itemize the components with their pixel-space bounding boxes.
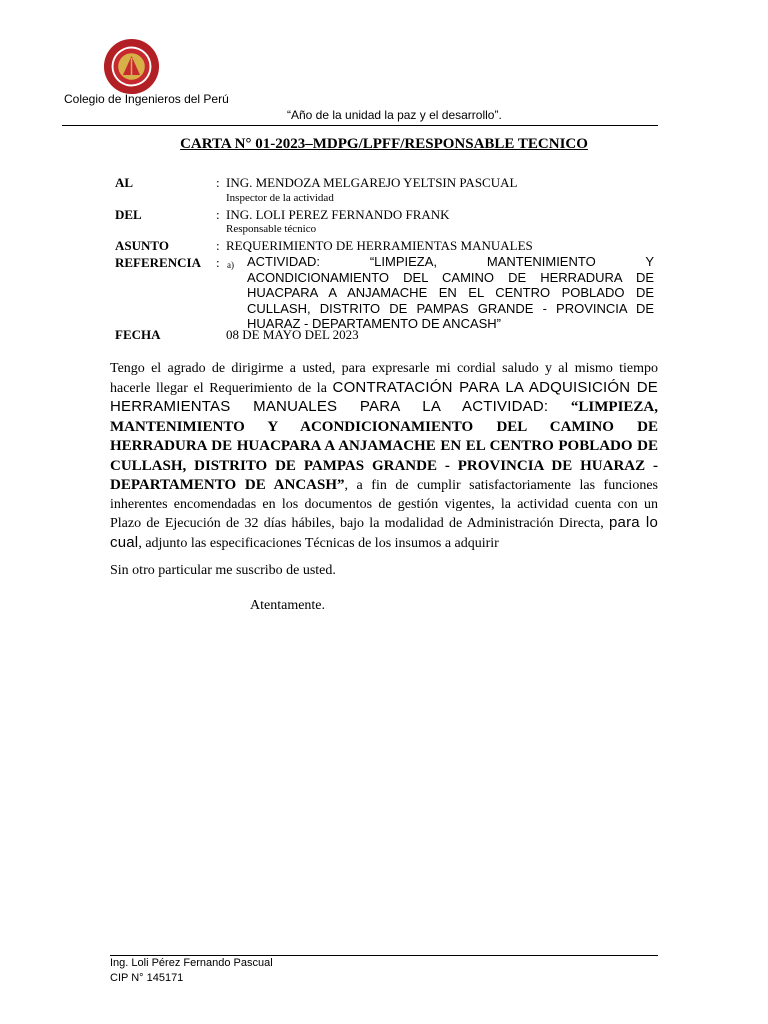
- fecha-label: FECHA: [115, 327, 161, 342]
- asunto-label: ASUNTO: [115, 238, 169, 253]
- body-activity-name: “LIMPIEZA, MANTENIMIENTO Y ACONDICIONAMIENTO DEL CAMINO DE HERRADURA DE HUACPARA A ANJAMACHE EN EL CENTRO POBLADO DE CULLASH, DISTRITO DE PAMPAS GRANDE - PROVINCIA DE HUARAZ - DEPARTAMENTO DE ANCASH”: [110, 399, 658, 493]
- letter-body: [110, 360, 658, 553]
- asunto-colon: :: [216, 238, 220, 253]
- referencia-colon: :: [216, 255, 220, 270]
- referencia-value: ACTIVIDAD: “LIMPIEZA, MANTENIMIENTO Y ACONDICIONAMIENTO DEL CAMINO DE HERRADURA DE HUACPARA A ANJAMACHE EN EL CENTRO POBLADO DE CULLASH, DISTRITO DE PAMPAS GRANDE - PROVINCIA DE HUARAZ - DEPARTAMENTO DE ANCASH”: [247, 254, 654, 331]
- del-label: DEL: [115, 207, 142, 222]
- del-role: Responsable técnico: [226, 223, 317, 235]
- signature-line: [110, 955, 658, 956]
- al-colon: :: [216, 175, 220, 190]
- al-role: Inspector de la actividad: [226, 192, 334, 204]
- body-para-lo-cual: para lo cual: [110, 514, 658, 551]
- institution-name: Colegio de Ingenieros del Perú: [64, 92, 229, 106]
- cip-logo: [103, 38, 160, 95]
- body-attachment: , adjunto las especificaciones Técnicas de los insumos a adquirir: [138, 535, 499, 551]
- al-value: ING. MENDOZA MELGAREJO YELTSIN PASCUAL: [226, 175, 518, 190]
- al-label: AL: [115, 175, 134, 190]
- body-contract-phrase: CONTRATACIÓN PARA LA ADQUISICIÓN DE HERRAMIENTAS MANUALES PARA LA ACTIVIDAD:: [110, 378, 658, 415]
- body-intro: Tengo el agrado de dirigirme a usted, para expresarle mi cordial saludo y al mismo tiempo hacerle llegar el Requerimiento de la: [110, 361, 658, 396]
- signer-cip: CIP N° 145171: [110, 972, 184, 984]
- year-motto: “Año de la unidad la paz y el desarrollo”.: [287, 108, 502, 122]
- del-colon: :: [216, 207, 220, 222]
- closing-line: Sin otro particular me suscribo de usted.: [110, 563, 336, 578]
- referencia-label: REFERENCIA: [115, 255, 201, 270]
- regards-line: Atentamente.: [250, 598, 326, 613]
- body-details: , a fin de cumplir satisfactoriamente las funciones inherentes encomendadas en los documentos de gestión vigentes, la actividad cuenta con un Plazo de Ejecución de 32 días hábiles, bajo la modalidad de Administración Directa,: [110, 478, 658, 531]
- header-divider: [62, 125, 658, 126]
- referencia-item-marker: a): [227, 260, 234, 270]
- fecha-value: 08 DE MAYO DEL 2023: [226, 327, 359, 342]
- del-value: ING. LOLI PEREZ FERNANDO FRANK: [226, 207, 450, 222]
- signer-name: Ing. Loli Pérez Fernando Pascual: [110, 957, 273, 969]
- asunto-value: REQUERIMIENTO DE HERRAMIENTAS MANUALES: [226, 238, 533, 253]
- letter-title: CARTA N° 01-2023–MDPG/LPFF/RESPONSABLE TECNICO: [180, 136, 588, 152]
